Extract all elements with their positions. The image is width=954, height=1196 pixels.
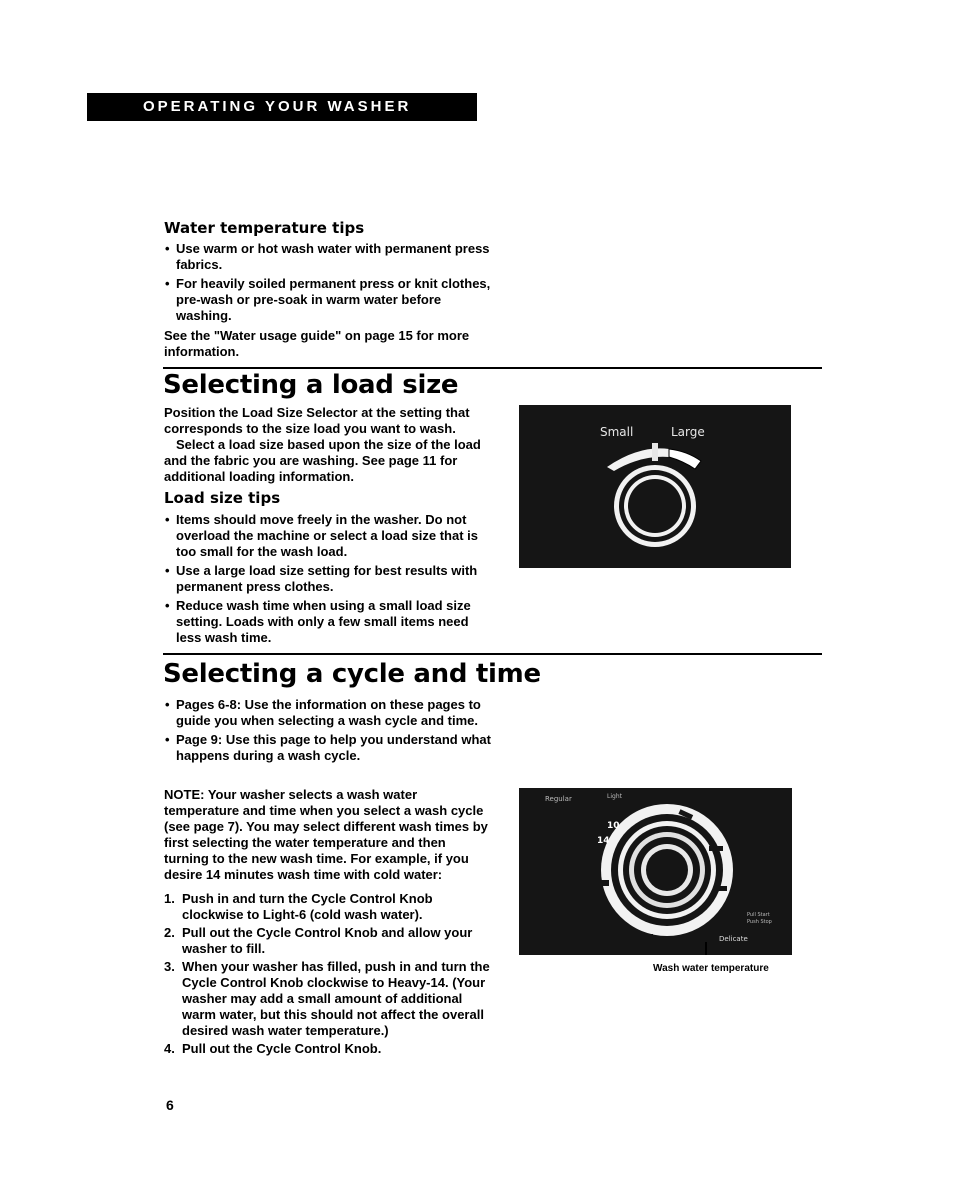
list-item: • Items should move freely in the washer. Do not overload the machine or select a load size that is too small for the wash load. — [165, 512, 478, 559]
section-header-title: OPERATING YOUR WASHER — [143, 98, 412, 115]
load-size-tips-list — [164, 512, 494, 649]
load-size-intro: Position the Load Size Selector at the setting that corresponds to the size load you want to wash. — [164, 405, 470, 436]
time-10-label: 10 — [607, 821, 620, 831]
list-item: • Use a large load size setting for best results with permanent press clothes. — [165, 563, 478, 594]
load-size-selector-illustration — [519, 405, 791, 568]
dial-knob — [628, 479, 682, 533]
page-number: 6 — [166, 1097, 174, 1113]
light-label: Light — [607, 793, 622, 800]
divider — [163, 653, 822, 655]
large-label: Large — [671, 425, 705, 439]
load-size-intro-2: Select a load size based upon the size of the load and the fabric you are washing. See page 11 for additional loading information. — [164, 437, 481, 484]
cycle-control-knob-illustration — [519, 788, 792, 955]
water-tips-list — [164, 241, 494, 327]
cycle-time-title: Selecting a cycle and time — [163, 659, 541, 689]
water-temperature-tips-heading: Water temperature tips — [164, 219, 365, 237]
regular-label: Regular — [545, 795, 572, 803]
list-item: • Reduce wash time when using a small load size setting. Loads with only a few small items need less wash time. — [165, 598, 471, 645]
pull-start-label: Pull Start — [747, 912, 770, 918]
divider — [163, 367, 822, 369]
pointer-line — [705, 942, 707, 955]
delicate-label: Delicate — [719, 935, 748, 943]
push-stop-label: Push Stop — [747, 919, 772, 925]
list-item: 1. Push in and turn the Cycle Control Knob clockwise to Light-6 (cold wash water). — [164, 891, 433, 922]
cycle-steps-list — [164, 891, 494, 1059]
list-item: 4. Pull out the Cycle Control Knob. — [164, 1041, 382, 1056]
load-size-tips-heading: Load size tips — [164, 489, 281, 507]
load-size-title: Selecting a load size — [163, 370, 459, 400]
list-item: • Use warm or hot wash water with permanent press fabrics. — [165, 241, 490, 272]
time-14-label: 14 — [597, 836, 610, 846]
cycle-dial-graphic — [519, 788, 792, 955]
list-item: • For heavily soiled permanent press or knit clothes, pre-wash or pre-soak in warm water before washing. — [165, 276, 491, 323]
note-label: NOTE: — [164, 787, 205, 802]
water-usage-note: See the "Water usage guide" on page 15 for more information. — [164, 328, 470, 359]
list-item: 3. When your washer has filled, push in and turn the Cycle Control Knob clockwise to Heavy-14. (Your washer may add a small amount of additional warm water, but this should not affect the overall desired wash water temperature.) — [164, 959, 490, 1038]
note-text: Your washer selects a wash water temperature and time when you select a wash cycle (see page 7). You may select different wash times by first selecting the water temperature and then turning to the new wash time. For example, if you desire 14 minutes wash time with cold water: — [164, 787, 488, 882]
section-header-bar — [87, 93, 477, 121]
list-item: 2. Pull out the Cycle Control Knob and allow your washer to fill. — [164, 925, 473, 956]
cycle-bullets-list — [164, 697, 494, 767]
list-item: • Pages 6-8: Use the information on these pages to guide you when selecting a wash cycle and time. — [165, 697, 481, 728]
load-size-dial-graphic — [519, 405, 791, 568]
wash-water-temperature-caption: Wash water temperature — [653, 963, 769, 974]
cycle-note — [164, 787, 494, 883]
list-item: • Page 9: Use this page to help you understand what happens during a wash cycle. — [165, 732, 491, 763]
small-label: Small — [600, 425, 634, 439]
large-arc-marker — [669, 449, 701, 469]
pointer-mark — [652, 443, 658, 461]
cycle-control-knob — [646, 849, 688, 891]
